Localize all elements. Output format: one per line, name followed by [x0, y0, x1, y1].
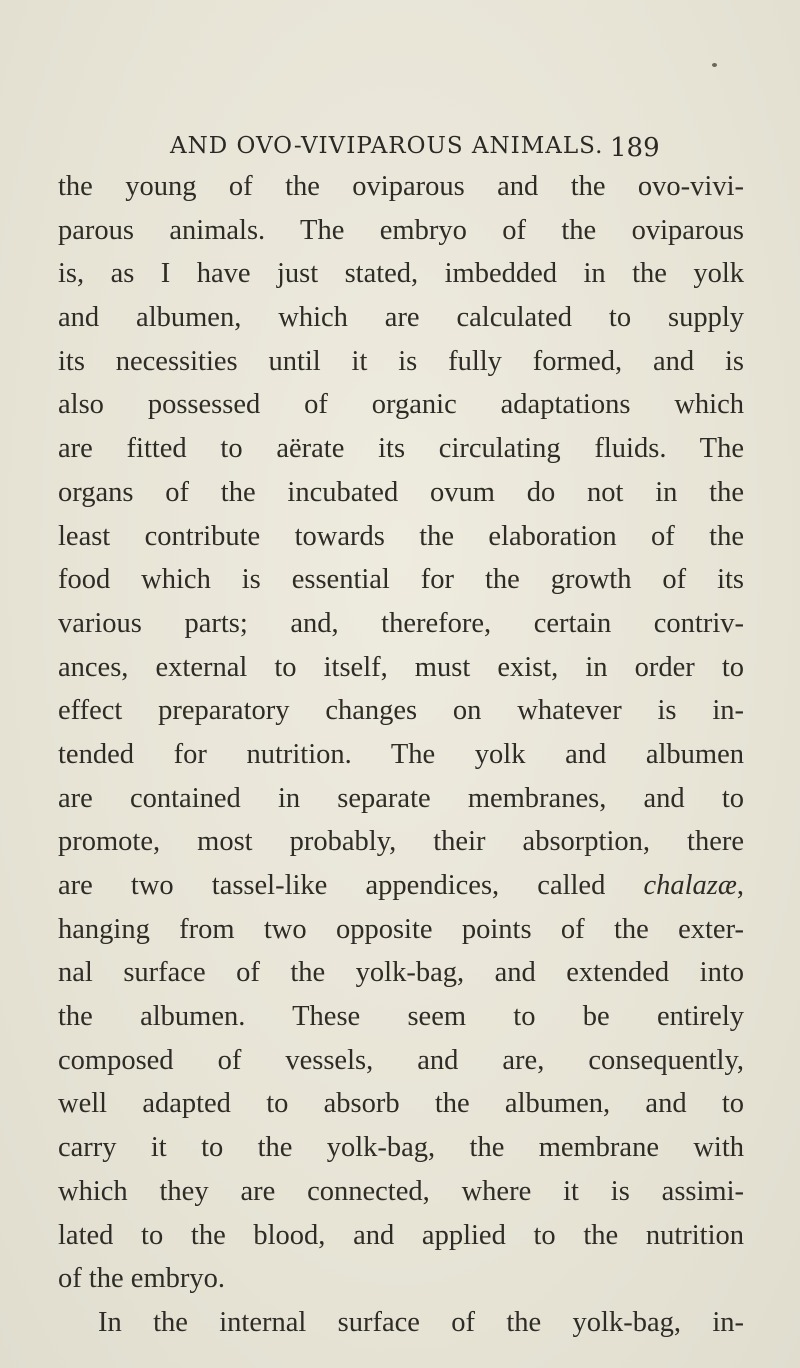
- page-number: 189: [610, 133, 660, 163]
- text-line: least contribute towards the elaboration of the: [58, 520, 744, 552]
- text-line: are fitted to aërate its circulating fluids. The: [58, 433, 744, 465]
- text-segment: are two tassel-like appendices, called: [58, 870, 644, 901]
- text-line: of the embryo.: [58, 1263, 225, 1295]
- text-line-chalazae: [58, 864, 744, 908]
- text-line: is, as I have just stated, imbedded in the yolk: [58, 258, 744, 290]
- text-line: various parts; and, therefore, certain contriv-: [58, 607, 744, 639]
- text-line: food which is essential for the growth of its: [58, 564, 744, 596]
- text-line: also possessed of organic adaptations which: [58, 389, 744, 421]
- text-line: its necessities until it is fully formed, and is: [58, 345, 744, 377]
- text-segment: ,: [736, 870, 744, 901]
- text-line: parous animals. The embryo of the oviparous: [58, 214, 744, 246]
- italic-term: chalazæ: [643, 870, 737, 901]
- text-line: composed of vessels, and are, consequently,: [58, 1044, 744, 1076]
- text-line: carry it to the yolk-bag, the membrane with: [58, 1132, 744, 1164]
- running-title: AND OVO-VIVIPAROUS ANIMALS.: [170, 133, 604, 159]
- text-line: organs of the incubated ovum do not in the: [58, 476, 744, 508]
- paper-speck: [712, 63, 717, 67]
- text-line: the young of the oviparous and the ovo-vivi-: [58, 171, 744, 202]
- text-line: hanging from two opposite points of the exter-: [58, 913, 744, 945]
- text-line: promote, most probably, their absorption, there: [58, 826, 744, 858]
- body-text: [58, 165, 744, 1345]
- text-line: nal surface of the yolk-bag, and extended into: [58, 957, 744, 989]
- text-line: well adapted to absorb the albumen, and to: [58, 1088, 744, 1120]
- text-line: and albumen, which are calculated to supply: [58, 302, 744, 334]
- text-line: the albumen. These seem to be entirely: [58, 1001, 744, 1033]
- paragraph-start-line: In the internal surface of the yolk-bag, in-: [98, 1306, 744, 1338]
- text-line: effect preparatory changes on whatever is in-: [58, 695, 744, 727]
- text-line: which they are connected, where it is assimi-: [58, 1175, 744, 1207]
- text-line: are contained in separate membranes, and to: [58, 782, 744, 814]
- text-line: lated to the blood, and applied to the nutrition: [58, 1219, 744, 1251]
- text-line: ances, external to itself, must exist, in order to: [58, 651, 744, 683]
- text-line: tended for nutrition. The yolk and albumen: [58, 738, 744, 770]
